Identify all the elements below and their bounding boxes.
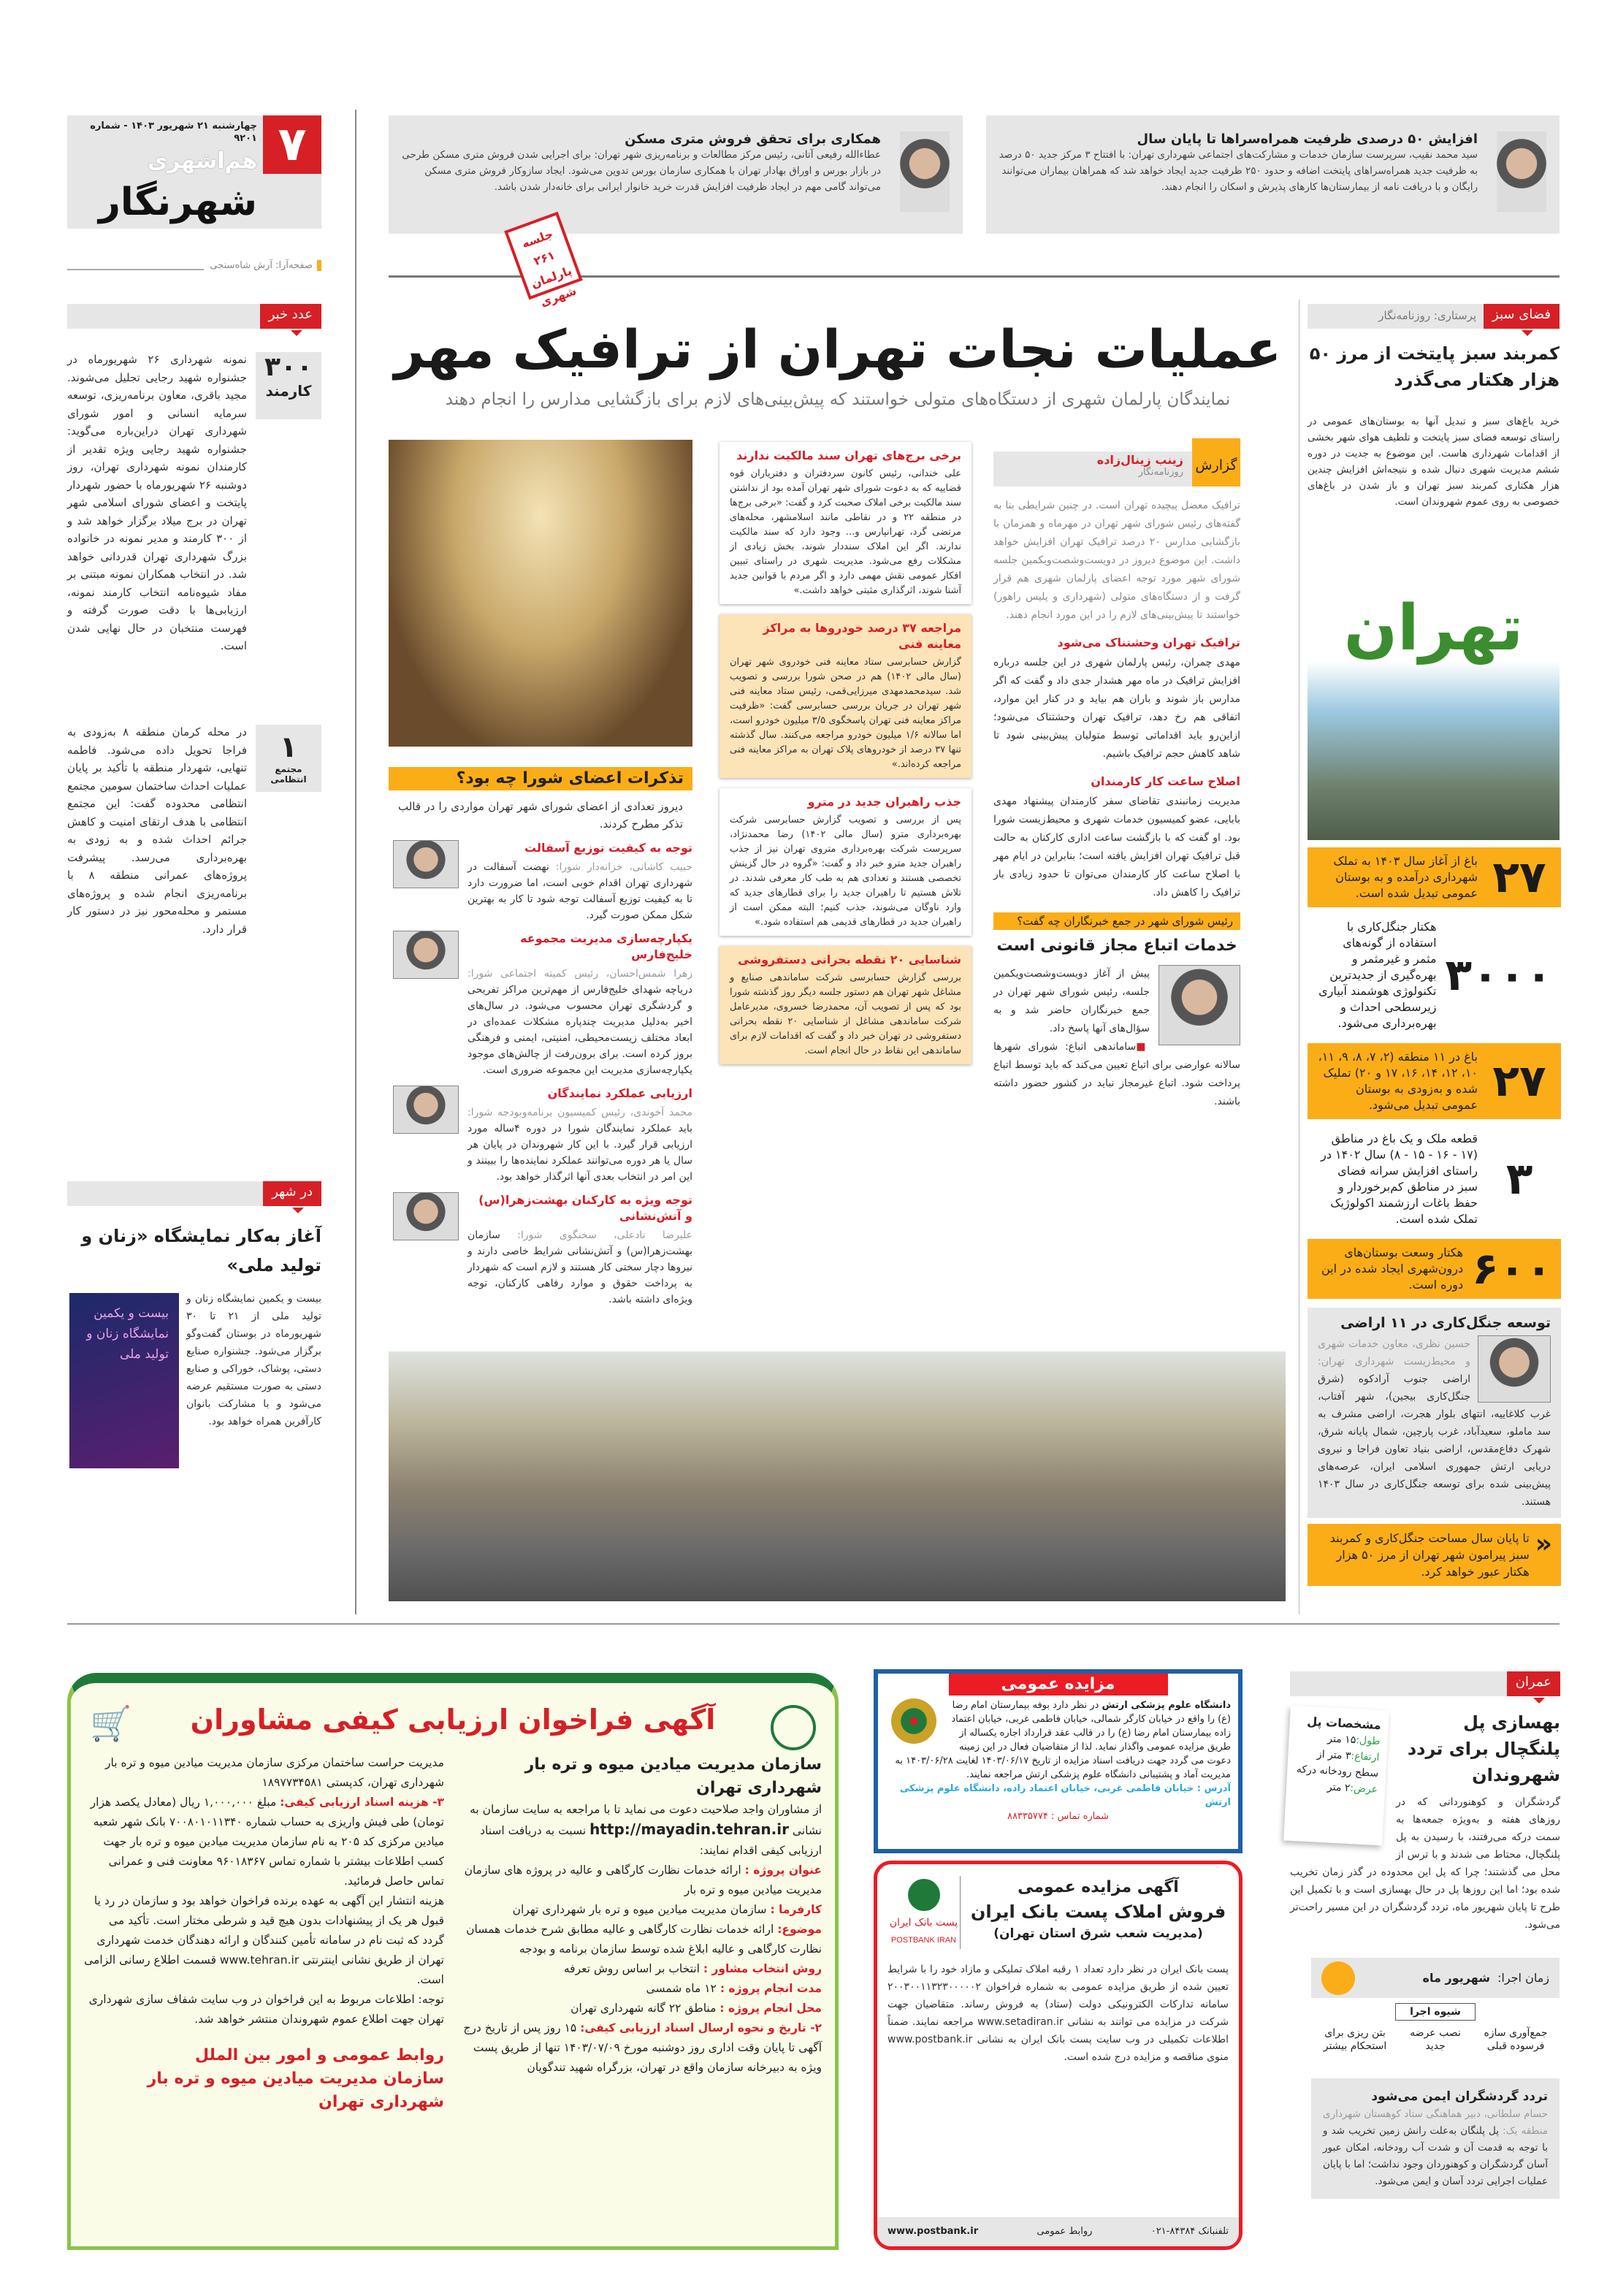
bullet-text: ■ساماندهی اتباع: شورای شهرها سالانه عوارضی برای اتباع تعیین می‌کند که باید توسط اتباع پرداخت شود. اتباع غیرمجاز نباید در کشور حضور داشته باشند. xyxy=(993,1041,1240,1107)
page-number: ۷ xyxy=(263,115,321,174)
bridge-specs-note: مشخصات پل طول:۱۵ متر ارتفاع:۳ متر از سطح رودخانه درکه عرض:۲ متر xyxy=(1283,1706,1389,1846)
ad-footer: تلفنبانک ۸۴۳۸۴-۰۲۱ روابط عمومی www.postbank.ir xyxy=(877,2217,1239,2246)
expo-poster: بیست و یکمین نمایشگاه زنان و تولید ملی xyxy=(69,1293,179,1468)
document-icon xyxy=(1321,1961,1355,1995)
stat-body: نمونه شهرداری ۲۶ شهریورماه در جشنواره شهید رجایی تجلیل می‌شوند. مجید باقری، معاون برنامه‌ریزی، توسعه سرمایه انسانی و امور شورای شهرداری تهران دراین‌باره می‌گوید: جشنواره شهید رجایی ویژه تقدیر از کارمندان نمونه شهرداری تهران، روز دوشنبه ۲۶ شهریورماه با حضور شهردار پایتخت و اعضای شورای اسلامی شهر تهران در برج میلاد برگزار خواهد شد و از ۳۰۰ کارمند و مدیر نمونه در خانواده بزرگ شهرداری تهران قدردانی خواهد شد. در انتخاب همکاران نمونه مبتنی بر مفاد شیوه‌نامه انتخاب کارمند نمونه، ارزیابی‌ها با دقت صورت گرفته و فهرست منتخبان در حال نهایی شدن است. xyxy=(67,353,247,652)
designer-credit: صفحه‌آرا: آرش شاه‌سنجی xyxy=(67,269,321,270)
ads-rule xyxy=(67,1623,1560,1625)
main-subhead: نمایندگان پارلمان شهری از دستگاه‌های متولی خواستند که پیش‌بینی‌های لازم برای بازگشایی مدارس را انجام دهند xyxy=(445,390,1231,409)
council-session-photo xyxy=(389,440,692,747)
member-note xyxy=(393,931,692,1078)
council-head-photo xyxy=(1159,965,1240,1045)
article-title[interactable]: بهسازی پل پلنگچال برای تردد شهروندان xyxy=(1407,1712,1560,1785)
ad-mayadin[interactable] xyxy=(67,1673,839,2250)
member-photo xyxy=(393,1086,459,1134)
author-role: روزنامه‌نگار xyxy=(1138,467,1183,478)
stat-item: ۳ قطعه ملک و یک باغ در مناطق (۱۷ - ۱۶ - ۱۵ - ۸) سال ۱۴۰۲ در راستای افزایش سرانه فضای سبز در مناطق کم‌برخوردار و حفظ باغات ارزشمند اکولوژیک تملک شده است. xyxy=(1321,1132,1533,1226)
portrait-photo xyxy=(1497,131,1546,212)
sub-body: پیش از آغاز دویست‌وشصت‌ویکمین جلسه، رئیس شورای شهر تهران در جمع خبرنگاران حاضر شد و به سؤال‌های آنها پاسخ داد. xyxy=(993,968,1150,1034)
postbank-url[interactable]: www.postbank.ir xyxy=(888,2226,979,2237)
note-body: بررسی گزارش حسابرسی شرکت ساماندهی صنایع و مشاغل شهر تهران هم دستور جلسه دیگر روز گذشته شورا بود که پس از تصویب آن، محمدرضا خسروی، مدیرعامل شرکت ساماندهی مشاغل از شناسایی ۲۰ نقطه بحرانی دستفروشی در تهران خبر داد و گفت که اقدامات لازم برای ساماندهی این نقاط در حال انجام است. xyxy=(730,972,961,1056)
report-section xyxy=(993,635,1240,763)
member-photo xyxy=(393,931,459,979)
teaser[interactable] xyxy=(986,115,1560,234)
speaker: حبیب کاشانی، خزانه‌دار شورا: xyxy=(555,861,692,873)
section-body: مدیریت زمانبندی تقاضای سفر کارمندان پیشنهاد مهدی بابایی، عضو کمیسیون خدمات شهری و محیط‌زیست شورا بود. او گفت که با بازگشت ساعت اداری کارکنان به حالت قبل ترافیک تهران افزایش یافته است؛ بنابراین در ایام مهر با اصلاح ساعت کار کارمندان می‌توان تا حدود زیادی بار ترافیک را کاهش داد. xyxy=(993,796,1240,899)
member-note xyxy=(393,1086,692,1185)
shopping-cart-icon: 🛒 xyxy=(90,1704,132,1743)
stat-box: ۱ مجتمع انتظامی xyxy=(256,725,321,792)
quote-box xyxy=(1308,1308,1561,1518)
session-stamp: جلسه ۲۶۱ پارلمان شهری xyxy=(504,212,582,300)
date-line: چهارشنبه ۲۱ شهریور ۱۴۰۳ - شماره ۹۲۰۱ xyxy=(90,121,257,144)
stat-item: ۲۷ باغ از آغاز سال ۱۴۰۳ به تملک شهرداری درآمده و به بوستان عمومی تبدیل شده است. xyxy=(1308,847,1561,907)
stat-item: ۶۰۰ هکتار وسعت بوستان‌های درون‌شهری ایجاد شده در این دوره است. xyxy=(1308,1239,1561,1299)
note-body: پس از بررسی و تصویب گزارش حسابرسی شرکت بهره‌برداری مترو (سال مالی ۱۴۰۲) رضا محمدنژاد، سرپرست شرکت بهره‌برداری متروی تهران نیز از جذب راهبران جدید مترو خبر داد و گفت: «گروه در حال گزینش تخصصی هستند و تعدادی هم به طب کار معرفی شدند. در تلاش هستیم تا راهبران جدید را برای قطارهای جدید که وارد ناوگان می‌شوند، جذب کنیم؛ البته ممکن است از راهبران جدید در قطارهای قدیمی هم استفاده شود.» xyxy=(730,815,961,928)
ad-col-right: سازمان مدیریت میادین میوه و تره بار شهرداری تهران از مشاوران واجد صلاحیت دعوت می نماید تا با مراجعه به سایت سازمان به نشانی http://mayadin.tehran.ir نسبت به دریافت اسناد ارزیابی کیفی اقدام نمایند: عنوان پروژه : ارائه خدمات نظارت کارگاهی و عالیه در پروژه های سازمان مدیریت میادین میوه و تره بار کارفرما : سازمان مدیریت میادین میوه و تره بار شهرداری تهران موضوع: ارائه خدمات نظارت کارگاهی و عالیه مطابق شرح خدمات همسان نظارت کارگاهی و عالیه ابلاغ شده توسط سازمان برنامه و بودجه روش انتخاب مشاور : انتخاب بر اساس روش تعرفه مدت انجام پروژه : ۱۲ ماه شمسی محل انجام پروژه : مناطق ۲۲ گانه شهرداری تهران ۲- تاریخ و نحوه ارسال اسناد ارزیابی کیفی: ۱۵ روز پس از تاریخ درج آگهی تا پایان وقت اداری روز دوشنبه مورخ ۱۴۰۳/۰۷/۰۹ تنها از طریق پست ویژه به دبیرخانه سازمان واقع در تهران، بزرگراه شهید تندگویان xyxy=(463,1755,822,2074)
section-label: در شهر xyxy=(67,1181,321,1206)
author-name: زینب زینال‌زاده xyxy=(1096,453,1183,467)
section-title: اصلاح ساعت کار کارمندان xyxy=(1091,774,1240,788)
note-title: شناسایی ۲۰ نقطه بحرانی دستفروشی xyxy=(738,953,961,966)
speaker-photo xyxy=(1478,1335,1551,1403)
section-label: فضای سبز پرستاری: روزنامه‌نگار xyxy=(1308,304,1560,329)
sub-kicker: رئیس شورای شهر در جمع خبرنگاران چه گفت؟ xyxy=(993,912,1240,930)
note-title: توجه ویژه به کارکنان بهشت‌زهرا(س) و آتش‌نشانی xyxy=(478,1193,692,1223)
stat-item: ۲۷ باغ در ۱۱ منطقه (۲، ۷، ۸، ۹، ۱۱، ۱۰، ۱۲، ۱۴، ۱۶، ۱۷ و ۲۰) تملیک شده و به‌زودی به بوستان عمومی تبدیل می‌شود. xyxy=(1308,1043,1561,1119)
note-box xyxy=(719,788,972,936)
logo: شهرنگار xyxy=(98,180,257,224)
report-byline xyxy=(993,438,1240,487)
report-intro: ترافیک معضل پیچیده تهران است. در چنین شرایطی بنا به گفته‌های رئیس شورای شهر تهران در مهرماه و همزمان با بازگشایی مدارس ۲۰ درصد ترافیک تهران افزایش خواهد داشت. این موضوع دیروز در دویست‌وشصت‌ویکمین جلسه شورای شهر مورد توجه اعضای پارلمان شهری هم قرار گرفت و از دستگاه‌های متولی (شهرداری و پلیس راهور) خواستند تا پیش‌بینی‌های لازم را در این مورد انجام دهند. xyxy=(993,500,1240,621)
speaker: علیرضا نادعلی، سخنگوی شورا: xyxy=(517,1229,692,1241)
quote-box: تردد گردشگران ایمن می‌شود حسام سلطانی، دبیر هماهنگی ستاد کوهستان شهرداری منطقه یک: پل پلنگان به‌علت رانش زمین تخریب شد و با توجه به قدمت آن و شدت آب رودخانه، امکان عبور آسان گردشگران و کوهنوردان وجود نداشت؛ اما با پایان عملیات اجرایی تردد آسان و ایمن می‌شود. xyxy=(1311,2078,1560,2199)
member-note xyxy=(393,1192,692,1308)
note-box xyxy=(719,614,972,778)
execution-time: زمان اجرا: شهریور ماه xyxy=(1311,1958,1560,1998)
ad-postbank[interactable]: آگهی مزایده عمومی فروش املاک پست بانک ایران (مدیریت شعب شرق استان تهران) پست بانک ایران POSTBANK IRAN پست بانک ایران در نظر دارد تعداد ۱ رقبه املاک تملیکی و مازاد خود را با شرایط تعیین شده از طریق مزایده عمومی به شماره فراخوان ۲۰۰۳۰۰۱۱۳۲۳۰۰۰۰۰۲ سامانه تدارکات الکترونیکی دولت (ستاد) به فروش رساند. متقاضیان جهت شرکت در مزایده می توانند به نشانی www.setadiran.ir مراجعه نمایند. ضمناً اطلاعات تکمیلی در وب سایت پست بانک ایران به نشانی www.postbank.ir منوی مناقصه و مزایده درج شده است. تلفنبانک ۸۴۳۸۴-۰۲۱ روابط عمومی www.postbank.ir xyxy=(874,1861,1243,2250)
teaser-title: افزایش ۵۰ درصدی ظرفیت همراه‌سراها تا پایان سال xyxy=(1137,131,1478,147)
mayadin-logo-icon xyxy=(771,1705,816,1750)
box-body: اراضی جنوب آرادکوه (شرق جنگل‌کاری بیجین)، شهر آفتاب، غرب کلاغاییه، انتهای بلوار هجرت، اراضی مشرف به سد ماملو، سعیدآباد، غرب پارچین، شمال پایانه شرق، شهرک دفاع‌مقدس، اراضی بنیاد تعاون فراجا و نیروی دریایی ارتش جمهوری اسلامی ایران، عرصه‌های پیش‌بینی شده برای توسعه جنگل‌کاری در سال ۱۴۰۳ هستند. xyxy=(1318,1373,1551,1508)
note-body: گزارش حسابرسی ستاد معاینه فنی خودروی شهر تهران (سال مالی ۱۴۰۲) هم در صحن شورا بررسی و تصویب شد. سیدمحمدمهدی میرزایی‌قمی، رئیس ستاد معاینه فنی شهر تهران در جریان بررسی حسابرسی گفت: «ظرفیت مراکز معاینه فنی تهران پاسخگوی ۳/۵ میلیون خودرو است، اما سالانه ۱/۶ میلیون خودرو مراجعه می‌کنند. سال گذشته تنها ۳۷ درصد از خودروهای پلاک تهران به مراکز معاینه فنی مراجعه کرده‌اند.» xyxy=(730,657,961,770)
ad-col-left: مدیریت حراست ساختمان مرکزی سازمان مدیریت میادین میوه و تره بار شهرداری تهران، کدپستی ۱۸۹۷۷۳۴۵۸۱ ۳- هزینه اسناد ارزیابی کیفی: مبلغ ۱,۰۰۰,۰۰۰ ریال (معادل یکصد هزار تومان) طی فیش واریزی به حساب شماره ۷۰۰۸۰۱۰۱۱۳۴۰ بانک شهر شعبه میادین مرکزی کد ۲۰۵ به نام سازمان مدیریت میادین میوه و تره بار جهت کسب اطلاعات بیشتر با شماره تماس ۹۶۰۱۸۳۶۷ معاونت فنی و عمرانی تماس حاصل فرمائید. هزینه انتشار این آگهی به عهده برنده فراخوان خواهد بود و سازمان در رد یا قبول هر یک از پیشنهادات بدون هیچ قید و شرطی مختار است. تأکید می گردد که ثبت نام در سامانه تأمین کنندگان و ارائه دهندگان خدمت شهرداری تهران از طریق نشانی اینترنتی www.tehran.ir قسمت اطلاع رسانی الزامی است. توجه: اطلاعات مربوط به این فراخوان در وب سایت شفاف سازی شهرداری تهران جهت اطلاع عموم شهروندان منتشر خواهد شد. روابط عمومی و امور بین الملل سازمان مدیریت میادین میوه و تره بار شهرداری تهران xyxy=(84,1756,444,2111)
report-column xyxy=(993,438,1240,1111)
right-column-flow xyxy=(1308,847,1561,1586)
note-title: برخی برج‌های تهران سند مالکیت ندارند xyxy=(736,449,961,462)
note-body: سازمان بهشت‌زهرا(س) و آتش‌نشانی شرایط خاصی دارند و نیروها دچار سختی کار هستند و لازم است که شهردار به پرداخت حقوق و موارد رفاهی کارکنان، توجه ویژه‌ای داشته باشد. xyxy=(467,1229,692,1305)
method-diagram: شیوه اجرا جمع‌آوری سازه فرسوده قبلی نصب عرضه جدید بتن ریزی برای استحکام بیشتر xyxy=(1311,2003,1560,2053)
article-title[interactable]: کمربند سبز پایتخت از مرز ۵۰ هزار هکتار می‌گذرد xyxy=(1309,343,1560,390)
army-university-emblem xyxy=(891,1698,936,1744)
note-title: جذب راهبران جدید در مترو xyxy=(807,795,961,809)
postbank-logo: پست بانک ایران POSTBANK IRAN xyxy=(888,1876,961,1949)
tehran-green-graphic: تهران xyxy=(1308,584,1560,840)
teaser-body: سید محمد نقیب، سرپرست سازمان خدمات و مشارکت‌های اجتماعی شهرداری تهران: با افتتاح ۳ مرکز جدید ۵۰ درصد به ظرفیت جدید همراه‌سراهای پایتخت اضافه و حدود ۲۵۰ ظرفیت جدید ایجاد خواهد شد که همراهان بیماران می‌توانند رایگان و با دریافت نامه از بیمارستان‌ها کارهای پذیرش و اسکان را انجام دهند. xyxy=(999,149,1478,193)
box-title: توسعه جنگل‌کاری در ۱۱ اراضی xyxy=(1340,1315,1551,1331)
note-title: توجه به کیفیت توزیع آسفالت xyxy=(524,841,692,855)
sub-title: خدمات اتباع مجاز قانونی است xyxy=(996,937,1237,955)
section-label: عدد خبر xyxy=(67,304,321,329)
teaser-body: عطاءالله رفیعی آتانی، رئیس مرکز مطالعات و برنامه‌ریزی شهر تهران: برای اجرایی شدن فروش متری مسکن طرحی در بازار بورس و اوراق بهادار تهران با همکاری سازمان بورس تدوین می‌شود. ایجاد سازوکار فروش متری مسکن می‌تواند گامی مهم در ایجاد ظرفیت افزایش قدرت خرید خانوار ایرانی برای خانه‌دار شدن باشد. xyxy=(402,149,881,193)
note-body: باید عملکرد نمایندگان شورا در دوره ۴ساله مورد ارزیابی قرار گیرد. با این کار شهروندان در پایان هر سال یا هر دوره می‌توانند عملکرد نماینده‌ها را ببینند و این امر در انتخاب بعدی آنها اثرگذار خواهد بود. xyxy=(467,1123,692,1183)
stat-item: ۳۰۰۰ هکتار جنگل‌کاری با استفاده از گونه‌های مثمر و غیرمثمر و بهره‌گیری از جدیدترین تکنولوژی هوشمند آبیاری زیرسطحی احداث و بهره‌برداری می‌شود. xyxy=(1318,920,1552,1030)
speaker: محمد آخوندی، رئیس کمیسیون برنامه‌وبودجه شورا: xyxy=(467,1107,692,1118)
section-intro: دیروز تعدادی از اعضای شورای شهر تهران مواردی را در قالب تذکر مطرح کردند. xyxy=(398,800,683,831)
article-title[interactable]: آغاز به‌کار نمایشگاه «زنان و تولید ملی» xyxy=(81,1226,321,1275)
ad-title: مزایده عمومی xyxy=(949,1674,1168,1696)
section-label: عمران xyxy=(1290,1671,1560,1696)
traffic-photo xyxy=(389,1351,1286,1601)
member-photo xyxy=(393,1192,459,1240)
stat-box: ۳۰۰ کارمند xyxy=(256,352,321,419)
ad-url[interactable]: http://mayadin.tehran.ir xyxy=(589,1820,789,1838)
article-body: بیست و یکمین نمایشگاه زنان و تولید ملی از ۲۱ تا ۳۰ شهریورماه در بوستان گفت‌وگو برگزار می‌شود. جشنواره صنایع دستی، پوشاک، خوراکی و صنایع دستی به صورت مستقیم عرضه می‌شود و با مشارکت بانوان کارآفرین همراه خواهد بود. xyxy=(186,1293,321,1427)
member-photo xyxy=(393,840,459,888)
report-kicker: گزارش xyxy=(1192,438,1240,487)
speaker: حسین نظری، معاون خدمات شهری و محیط‌زیست شهرداری تهران: xyxy=(1318,1338,1470,1368)
main-headline[interactable]: عملیات نجات تهران از ترافیک مهر xyxy=(394,319,1282,380)
supplement-name: هم‌اشهری xyxy=(147,148,257,174)
note-title: یکپارچه‌سازی مدیریت مجموعه خلیج‌فارس xyxy=(520,931,692,961)
notes-column xyxy=(719,442,972,1064)
report-section xyxy=(993,774,1240,902)
note-title: ارزیابی عملکرد نمایندگان xyxy=(547,1086,692,1100)
portrait-photo xyxy=(900,131,950,212)
member-note xyxy=(393,840,692,923)
note-title: مراجعه ۳۷ درصد خودروها به مراکز معاینه فنی xyxy=(763,621,961,651)
note-box xyxy=(719,442,972,604)
ad-army-auction[interactable]: مزایده عمومی دانشگاه علوم پزشکی ارتش در نظر دارد بوفه بیمارستان امام رضا (ع) را واقع در خیابان کارگر شمالی، خیابان فاطمی غربی، خیابان اعتماد زاده بیمارستان امام رضا (ع) را در قالب عقد قرارداد اجاره یکساله از طریق مزایده عمومی واگذار نماید. لذا از متقاضیان فعال در این زمینه دعوت می گردد جهت دریافت اسناد مزایده از تاریخ ۱۴۰۳/۰۶/۱۷ لغایت ۱۴۰۳/۰۶/۲۸ به مدیریت آماد و پشتیبانی دانشگاه علوم پزشکی ارتش مراجعه نمایند. آدرس : خیابان فاطمی غربی، خیابان اعتماد زاده، دانشگاه علوم پزشکی ارتش شماره تماس : ۸۸۳۳۵۷۷۴ xyxy=(874,1669,1243,1853)
section-title: ترافیک تهران وحشتناک می‌شود xyxy=(1057,636,1240,649)
article-body: خرید باغ‌های سبز و تبدیل آنها به بوستان‌های عمومی در راستای توسعه فضای سبز پایتخت و تلطیف هوای شهر بخشی از اقدامات شهرداری هاست. این موضوع به جدیت در دوره ششم مدیریت شهری دنبال شده و نتیجه‌اش افزایش چندین هزار هکتاری کمربند سبز تهران و باز شدن در باغ‌های خصوصی به روی عموم شهروندان است. xyxy=(1308,416,1560,508)
teaser[interactable] xyxy=(389,115,963,234)
ad-title: آگهی فراخوان ارزیابی کیفی مشاوران xyxy=(190,1704,716,1736)
column-rule xyxy=(355,110,356,1614)
section-body: مهدی چمران، رئیس پارلمان شهری در این جلسه درباره افزایش ترافیک در ماه مهر هشدار جدی داد و گفت که اگر مدارس باز شوند و باران هم بیاید و در کنار این موارد، اتفاقی هم رخ دهد، ترافیک تهران وحشتناک می‌شود؛ ازاین‌رو باید اقداماتی توسط متولیان پیش‌بینی شود تا شاهد کاهش حجم ترافیک باشیم. xyxy=(993,657,1240,760)
note-box xyxy=(719,946,972,1064)
speaker: زهرا شمس‌احسان، رئیس کمیته اجتماعی شورا: xyxy=(467,968,692,980)
pull-quote: « تا پایان سال مساحت جنگل‌کاری و کمربند سبز پیرامون شهر تهران از مرز ۵۰ هزار هکتار عبور خواهد کرد. xyxy=(1308,1524,1561,1586)
note-body: علی خندانی، رئیس کانون سردفتران و دفتریاران قوه قضاییه که به دعوت شورای شهر تهران آمده بود از نداشتن سند مالکیت برخی املاک صحبت کرد و گفت: «برخی برج‌ها در منطقه ۲۲ و در نقاطی مانند اسلامشهر، محله‌های مرتضی گرد، تهرانپارس و... وجود دارد که سند مالکیت ندارند. اگر این املاک سنددار شوند، بخش زیادی از مشکلات رفع می‌شود. مدیریت شهری در راستای تبیین افکار عمومی نقش مهمی دارد و اگر مردم با قوانین جدید آشنا شوند، اثرگذاری مثبتی خواهد داشت.» xyxy=(730,468,961,596)
masthead xyxy=(67,115,321,229)
article-body: گردشگران و کوهنوردانی که در روزهای هفته و به‌ویژه جمعه‌ها به سمت درکه می‌رفتند، با رسیدن به پل پلنگچال، محتاط می شدند و با ترس از محل می گذشتند؛ چرا که پل این محدوده در گذر زمان تخریب شده بود؛ اما این روزها پل در حال بهسازی است و با تکمیل این طرح تا پایان شهریور ماه، تردد گردشگران در این مسیر راحت‌تر می‌شود. xyxy=(1290,1796,1560,1931)
note-body: دریاچه شهدای خلیج‌فارس از مهم‌ترین مراکز تفریحی و گردشگری تهران محسوب می‌شود. در سال‌های اخیر به‌دلیل مدیریت چندپاره مشکلات عمده‌ای در ابعاد مختلف زیست‌محیطی، امنیتی، ایمنی و فرهنگی بروز کرده است. برای برون‌رفت از چالش‌های موجود یکپارچه‌سازی مدیریت این مجموعه ضروری است. xyxy=(467,984,692,1076)
stat-body: در محله کرمان منطقه ۸ به‌زودی به فراجا تحویل داده می‌شود. فاطمه تنهایی، شهردار منطقه با تأکید بر پایان عملیات احداث ساختمان سومین مجتمع انتظامی محدوده گفت: این مجتمع انتظامی با هدف ارتقای امنیت و کاهش جرائم احداث شده و به زودی به بهره‌برداری می‌رسد. پیشرفت پروژه‌های عمرانی منطقه ۸ با برنامه‌ریزی انجام شده و پروژه‌های مستمر و محله‌محور نیز در دستور کار قرار دارد. xyxy=(67,725,248,936)
note-body: نهضت آسفالت در شهرداری تهران اقدام خوبی است، اما ضرورت دارد تا به کیفیت توزیع آسفالت توجه شود تا کار به بهترین شکل ممکن صورت گیرد. xyxy=(467,861,692,921)
teaser-title: همکاری برای تحقق فروش متری مسکن xyxy=(625,131,881,147)
section-heading: تذکرات اعضای شورا چه بود؟ xyxy=(389,767,692,790)
council-members xyxy=(393,840,692,1315)
